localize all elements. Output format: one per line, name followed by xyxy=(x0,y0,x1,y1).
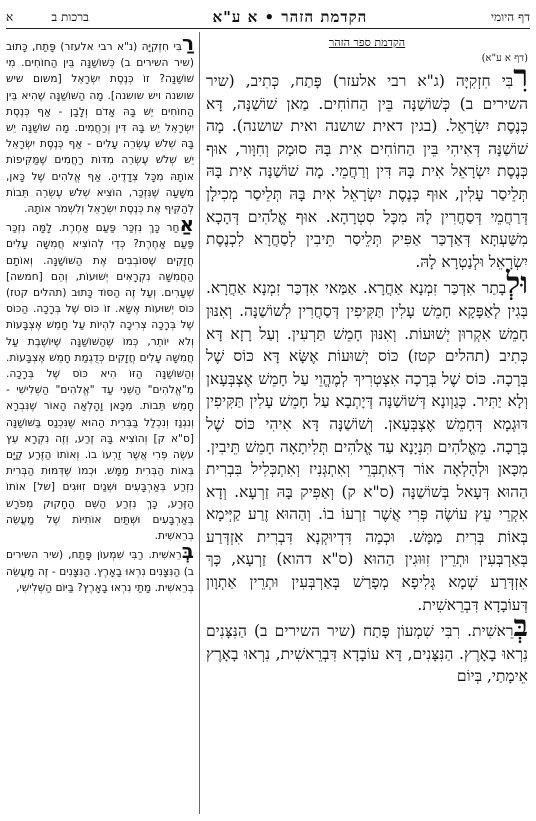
main-paragraph xyxy=(206,266,528,616)
paragraph-text: רֵאשִׁית. רַבִּי שִׁמְעוֹן פָּתַח, (שיר השירים ב) הַנִּצָּנִים נִרְאוּ בָאָרֶץ. הַנִּצָּנִים - זֶה מַעֲשֵׂה בְרֵאשִׁית. מָתַי נִרְאוּ בָאָרֶץ? בַּיּוֹם הַשְּׁלִישִׁי, xyxy=(6,549,194,594)
header-title: הקדמת הזהר • א ע"א xyxy=(212,7,368,26)
side-paragraph xyxy=(6,36,194,217)
paragraph-opener: וּלְ xyxy=(506,266,528,302)
aramaic-main-column xyxy=(206,36,528,814)
header-daf-hayomi: דף היומי xyxy=(490,9,530,24)
paragraph-text: חַר כָּךְ נִזְכַּר פַּעַם אַחֶרֶת. לָמָּה נִזְכַּר פַּעַם אַחֶרֶת? כְּדֵי לְהוֹצִיא חֲמִשָּׁה עָלִים חֲזָקִים שֶׁסּוֹבְבִים אֶת הַשּׁוֹשַׁנָּה. וְאוֹתָם הַחֲמִשָּׁה נִקְרָאִים יְשׁוּעוֹת, וְהֵם [חמשה] שְׁעָרִים. וְעַל זֶה הַסּוֹד כָּתוּב (תהלים קטז) כּוֹס יְשׁוּעוֹת אֶשָּׂא. זוֹ כּוֹס שֶׁל בְּרָכָה. הַכּוֹס שֶׁל בְּרָכָה צְרִיכָה לִהְיוֹת עַל חָמֵשׁ אֶצְבָּעוֹת וְלֹא יוֹתֵר, כְּמוֹ שֶׁהַשּׁוֹשַׁנָּה שֶׁיּוֹשֶׁבֶת עַל חֲמִשָּׁה עָלִים חֲזָקִים כְּדֻגְמַת חָמֵשׁ אֶצְבָּעוֹת. וְהַשּׁוֹשַׁנָּה הַזּוֹ הִיא כּוֹס שֶׁל בְּרָכָה. מֵ"אֱלֹהִים" הַשֵּׁנִי עַד "אֱלֹהִים" הַשְּׁלִישִׁי - חָמֵשׁ תֵּבוֹת. מִכָּאן וָהָלְאָה הָאוֹר שֶׁנִּבְרָא וְנִגְנַז וְנִכְלַל בַּבְּרִית הַהוּא שֶׁנִּכְנַס בַּשּׁוֹשַׁנָּה [ס"א ק] וְהוֹצִיא בָּהּ זֶרַע, וְזֶה נִקְרָא עֵץ עֹשֶׂה פְּרִי אֲשֶׁר זַרְעוֹ בוֹ. וְאוֹתוֹ הַזֶּרַע קַיָּם בְּאוֹת הַבְּרִית מַמָּשׁ. וּכְמוֹ שֶׁדְּמוּת הַבְּרִית נִזְרַע בְּאַרְבָּעִים וּשְׁנַיִם זִוּוּגִים [של] אוֹתוֹ הַזֶּרַע, כָּךְ נִזְרַע הַשֵּׁם הַחָקוּק מְפֹרָשׁ בְּאַרְבָּעִים וּשְׁתַּיִם אוֹתִיּוֹת שֶׁל מַעֲשֵׂה בְרֵאשִׁית. xyxy=(6,222,194,543)
paragraph-text: רֵאשִׁית. רִבִּי שִׁמְעוֹן פָּתַח (שיר השירים ב) הַנִּצָּנִים נִרְאוּ בָאָרֶץ. הַנִּצָּנִים, דָּא עוֹבָדָא דִּבְרֵאשִׁית, נִרְאוּ בָאָרֶץ אֵימָתַי, בְּיוֹם xyxy=(206,622,528,686)
section-title: הקדמת ספר הזהר xyxy=(328,36,406,49)
paragraph-opener: רִ xyxy=(513,59,528,94)
column-divider xyxy=(199,32,200,814)
paragraph-text: בִּי חִזְקִיָּה (ג"א רבי אלעזר) פָּתַח, כְּתִיב, (שיר השירים ב) כְּשׁוֹשַׁנָּה בֵּין הַחוֹחִים. מַאן שׁוֹשַׁנָּה, דָּא כְּנֶסֶת יִשְׂרָאֵל. (בגין דאית שושנה ואית שושנה). מָה שׁוֹשַׁנָּה דְּאִיהִי בֵּין הַחוֹחִים אִית בָּהּ סוּמָק וְחִוָּור, אוּף כְּנֶסֶת יִשְׂרָאֵל אִית בָּהּ דִּין וְרַחֲמֵי. מָה שׁוֹשַׁנָּה אִית בָּהּ תְּלֵיסַר עָלִין, אוּף כְּנֶסֶת יִשְׂרָאֵל אִית בָּהּ תְּלֵיסַר מְכִילָן דְּרַחֲמֵי דְּסַחֲרִין לָהּ מִכָּל סִטְרָהָא. אוּף אֱלֹהִים דְּהָכָא מִשַּׁעְתָּא דְּאַדְכַּר אַפִּיק תְּלֵיסַר תֵּיבִין לְסַחֲרָא לִכְנֶסֶת יִשְׂרָאֵל וּלְנַטְרָא לָהּ. xyxy=(206,72,528,271)
side-paragraph xyxy=(6,539,194,596)
page-reference: (דף א ע"א) xyxy=(481,53,528,64)
main-paragraph xyxy=(206,59,528,273)
paragraph-opener: בְּ xyxy=(513,609,528,645)
side-paragraph xyxy=(6,212,194,544)
header-tractate xyxy=(6,10,89,25)
paragraph-text: בִּי חִזְקִיָּה (נ"א רבי אלעזר) פָּתַח, כָּתוּב (שיר השירים ב) כְּשׁוֹשַׁנָּה בֵּין הַחוֹחִים. מִי שׁוֹשַׁנָּה? זוֹ כְּנֶסֶת יִשְׂרָאֵל [משום שיש שושנה ויש שושנה]. מָה הַשּׁוֹשַׁנָּה שֶׁהִיא בֵּין הַחוֹחִים יֵשׁ בָּהּ אָדֹם וְלָבָן - אַף כְּנֶסֶת יִשְׂרָאֵל יֵשׁ בָּהּ דִּין וְרַחֲמִים. מָה שׁוֹשַׁנָּה יֵשׁ בָּהּ שְׁלֹשׁ עֶשְׂרֵה עָלִים - אַף כְּנֶסֶת יִשְׂרָאֵל יֵשׁ שְׁלֹשׁ עֶשְׂרֵה מִדּוֹת רַחֲמִים שֶׁמַּקִּיפוֹת אוֹתָהּ מִכָּל צְדָדֶיהָ. אַף אֱלֹהִים שֶׁל כָּאן, מִשָּׁעָה שֶׁנִּזְכַּר, הוֹצִיא שְׁלֹשׁ עֶשְׂרֵה תֵּבוֹת לְהַקִּיף אֶת כְּנֶסֶת יִשְׂרָאֵל וְלִשְׁמֹר אוֹתָהּ. xyxy=(6,41,194,216)
header-tractate-name: ברכות ב xyxy=(51,9,89,24)
main-paragraph xyxy=(206,609,528,688)
paragraph-text: בָתַר אִדְכַּר זִמְנָא אַחֲרָא. אַמַּאי אִדְכַּר זִמְנָא אַחֲרָא. בְּגִין לְאַפָּקָא חָמֵשׁ עָלִין תַּקִּיפִין דְּסַחֲרִין לְשׁוֹשַׁנָּה. וְאִנּוּן חָמֵשׁ אִקְרוּן יְשׁוּעוֹת. וְאִנּוּן חָמֵשׁ תַּרְעִין. וְעַל רָזָא דָּא כְּתִיב (תהלים קטז) כּוֹס יְשׁוּעוֹת אֶשָּׂא דָּא כּוֹס שֶׁל בְּרָכָה. כּוֹס שֶׁל בְּרָכָה אִצְטְרִיךְ לְמֶהֱוֵי עַל חָמֵשׁ אֶצְבְּעָאן וְלָא יַתִּיר. כְּגַוְונָא דְּשׁוֹשַׁנָּה דְּיָתְבָא עַל חָמֵשׁ עָלִין תַּקִּיפִין דּוּגְמָא דְּחָמֵשׁ אֶצְבְּעָאן. וְשׁוֹשַׁנָּה דָּא אִיהִי כּוֹס שֶׁל בְּרָכָה. מֵאֱלֹהִים תִּנְיָנָא עַד אֱלֹהִים תְּלִיתָאָה חָמֵשׁ תֵּיבִין. מִכָּאן וּלְהָלְאָה אוֹר דְּאִתְבְּרֵי וְאִתְגְּנִיז וְאִתְכְּלִיל בִּבְרִית הַהוּא דְּעָאל בְּשׁוֹשַׁנָּה (ס"א ק) וְאַפִּיק בָּהּ זַרְעָא. וְדָא אִקְרֵי עֵץ עוֹשֶׂה פְּרִי אֲשֶׁר זַרְעוֹ בוֹ. וְהַהוּא זֶרַע קַיְּימָא בְּאוֹת בְּרִית מַמָּשׁ. וּכְמָה דִּדְיוּקְנָא דִּבְרִית אִזְדְּרַע בְּאַרְבְּעִין וּתְרֵין זִוּוּגִין הַהוּא (ס"א דהוא) זַרְעָא, כָּךְ אִזְדְּרַע שְׁמָא גְּלִיפָא מְפָרַשׁ בְּאַרְבְּעִין וּתְרֵין אַתְוָון דְּעוֹבָדָא דִּבְרֵאשִׁית. xyxy=(206,279,528,614)
paragraph-opener: רַ xyxy=(181,36,194,55)
paragraph-opener: בְּ xyxy=(181,539,194,564)
paragraph-opener: אַ xyxy=(179,212,194,237)
hebrew-translation-column xyxy=(6,36,194,814)
page-header xyxy=(6,6,530,29)
header-page-letter: א xyxy=(6,9,14,24)
